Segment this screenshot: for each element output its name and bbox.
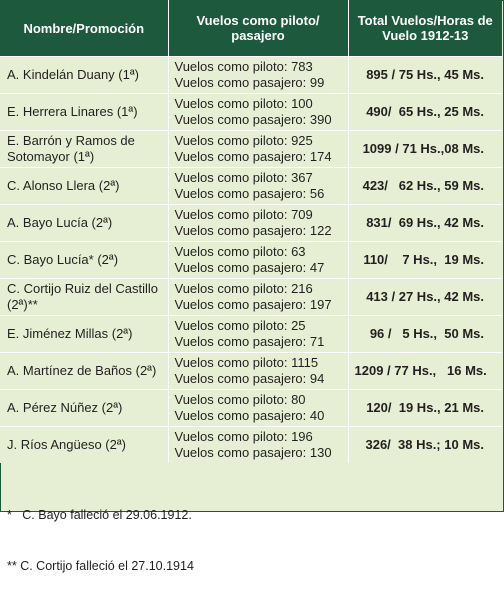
cell-flights <box>168 390 348 427</box>
cell-name: A. Martínez de Baños (2ª) <box>0 353 168 390</box>
table-row <box>0 427 502 464</box>
pilot-flights: Vuelos como piloto: 100 <box>174 96 313 111</box>
passenger-flights: Vuelos como pasajero: 130 <box>174 445 332 460</box>
pilot-flights: Vuelos como piloto: 196 <box>174 429 313 444</box>
header-row <box>0 0 502 57</box>
cell-flights <box>168 427 348 464</box>
footnote: ** C. Cortijo falleció el 27.10.1914 <box>7 559 194 573</box>
cell-flights <box>168 353 348 390</box>
cell-total: 120/ 19 Hs., 21 Ms. <box>348 390 502 427</box>
cell-flights <box>168 131 348 168</box>
cell-flights <box>168 316 348 353</box>
passenger-flights: Vuelos como pasajero: 40 <box>174 408 325 423</box>
header-flights: Vuelos como piloto/ pasajero <box>168 0 348 57</box>
cell-total: 1099 / 71 Hs.,08 Ms. <box>348 131 502 168</box>
pilot-flights: Vuelos como piloto: 25 <box>174 318 306 333</box>
cell-flights <box>168 94 348 131</box>
cell-name: A. Bayo Lucía (2ª) <box>0 205 168 242</box>
cell-name: E. Jiménez Millas (2ª) <box>0 316 168 353</box>
cell-name: A. Kindelán Duany (1ª) <box>0 57 168 94</box>
passenger-flights: Vuelos como pasajero: 56 <box>174 186 325 201</box>
cell-flights <box>168 205 348 242</box>
table-row <box>0 205 502 242</box>
cell-name: C. Alonso Llera (2ª) <box>0 168 168 205</box>
cell-name: C. Bayo Lucía* (2ª) <box>0 242 168 279</box>
pilot-flights: Vuelos como piloto: 709 <box>174 207 313 222</box>
cell-total: 895 / 75 Hs., 45 Ms. <box>348 57 502 94</box>
table-row <box>0 131 502 168</box>
passenger-flights: Vuelos como pasajero: 99 <box>174 75 325 90</box>
table-row <box>0 353 502 390</box>
table-row <box>0 94 502 131</box>
passenger-flights: Vuelos como pasajero: 390 <box>174 112 332 127</box>
pilot-flights: Vuelos como piloto: 63 <box>174 244 306 259</box>
pilot-flights: Vuelos como piloto: 367 <box>174 170 313 185</box>
passenger-flights: Vuelos como pasajero: 71 <box>174 334 325 349</box>
passenger-flights: Vuelos como pasajero: 47 <box>174 260 325 275</box>
cell-total: 326/ 38 Hs.; 10 Ms. <box>348 427 502 464</box>
header-total: Total Vuelos/Horas de Vuelo 1912-13 <box>348 0 502 57</box>
cell-name: C. Cortijo Ruiz del Castillo (2ª)** <box>0 279 168 316</box>
cell-total: 96 / 5 Hs., 50 Ms. <box>348 316 502 353</box>
pilot-flights: Vuelos como piloto: 1115 <box>174 355 319 370</box>
passenger-flights: Vuelos como pasajero: 174 <box>174 149 332 164</box>
cell-total: 831/ 69 Hs., 42 Ms. <box>348 205 502 242</box>
cell-name: A. Pérez Núñez (2ª) <box>0 390 168 427</box>
table-row <box>0 390 502 427</box>
cell-total: 110/ 7 Hs., 19 Ms. <box>348 242 502 279</box>
pilot-flights: Vuelos como piloto: 216 <box>174 281 313 296</box>
pilot-flights: Vuelos como piloto: 925 <box>174 133 313 148</box>
footnotes <box>7 473 194 592</box>
cell-total: 490/ 65 Hs., 25 Ms. <box>348 94 502 131</box>
header-name: Nombre/Promoción <box>0 0 168 57</box>
cell-flights <box>168 168 348 205</box>
passenger-flights: Vuelos como pasajero: 94 <box>174 371 325 386</box>
cell-total: 423/ 62 Hs., 59 Ms. <box>348 168 502 205</box>
cell-total: 1209 / 77 Hs., 16 Ms. <box>348 353 502 390</box>
cell-name: E. Herrera Linares (1ª) <box>0 94 168 131</box>
cell-flights <box>168 279 348 316</box>
cell-name: J. Ríos Angüeso (2ª) <box>0 427 168 464</box>
cell-flights <box>168 57 348 94</box>
cell-name: E. Barrón y Ramos de Sotomayor (1ª) <box>0 131 168 168</box>
passenger-flights: Vuelos como pasajero: 122 <box>174 223 332 238</box>
cell-total: 413 / 27 Hs., 42 Ms. <box>348 279 502 316</box>
table-row <box>0 242 502 279</box>
table-row <box>0 57 502 94</box>
table-row <box>0 279 502 316</box>
pilot-flights: Vuelos como piloto: 80 <box>174 392 306 407</box>
passenger-flights: Vuelos como pasajero: 197 <box>174 297 332 312</box>
table-row <box>0 168 502 205</box>
footnote: * C. Bayo falleció el 29.06.1912. <box>7 508 192 522</box>
pilot-flights: Vuelos como piloto: 783 <box>174 59 313 74</box>
cell-flights <box>168 242 348 279</box>
table-row <box>0 316 502 353</box>
